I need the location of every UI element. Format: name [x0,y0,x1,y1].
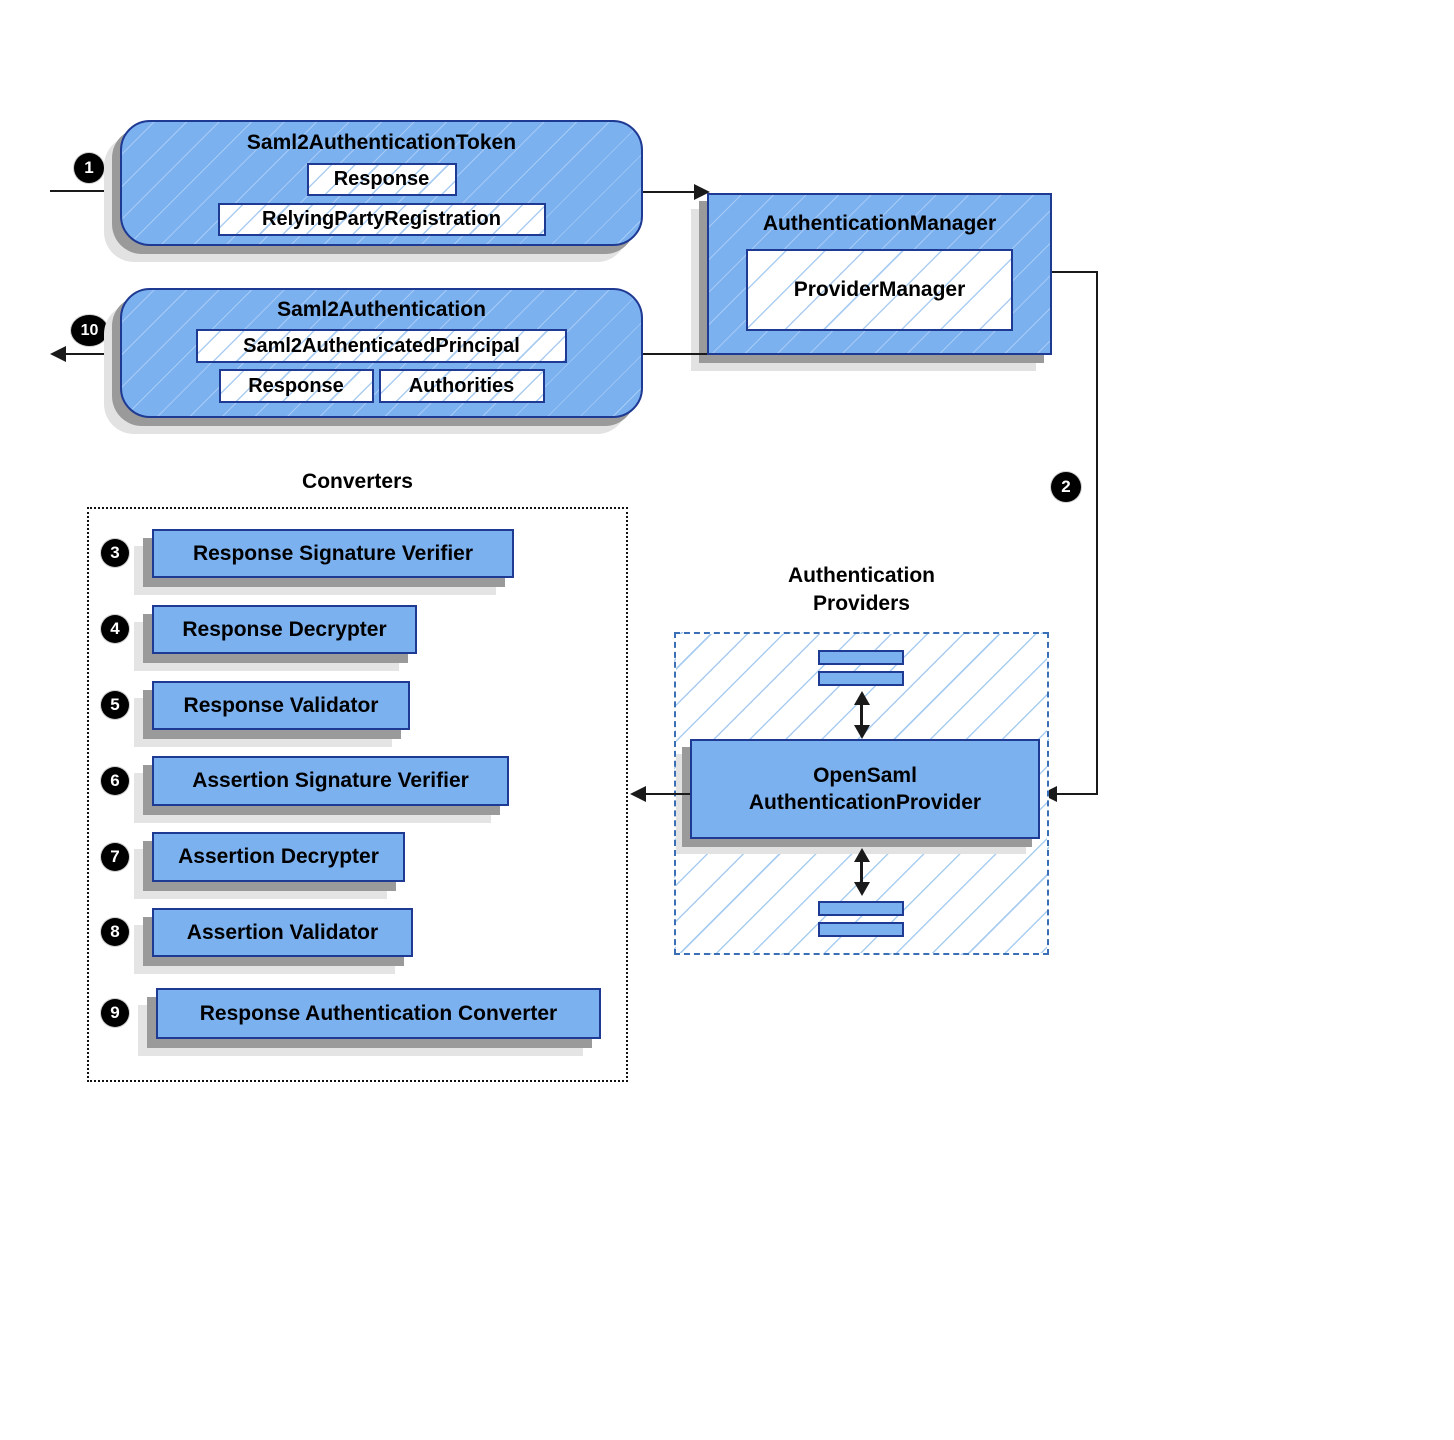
step2-badge: 2 [1051,472,1081,502]
step10-badge: 10 [71,315,108,346]
saml2-authentication-field-row [219,369,545,403]
provider-manager-field: ProviderManager [746,249,1013,331]
token-response-field: Response [307,163,457,196]
manager-to-saml2-authentication-line [643,353,707,355]
provider-placeholder-bar-top-2 [818,671,904,686]
assertion-decrypter-box: Assertion Decrypter [152,832,405,882]
response-signature-verifier-box: Response Signature Verifier [152,529,514,578]
step2-path-top-segment [1052,271,1098,273]
step1-incoming-line [50,190,120,192]
authentication-providers-title-line2: Providers [813,592,910,615]
opensaml-provider-line2: AuthenticationProvider [748,791,982,814]
response-authentication-converter-box: Response Authentication Converter [156,988,601,1039]
token-relying-party-registration-field: RelyingPartyRegistration [218,203,546,236]
provider-placeholder-bar-top-1 [818,650,904,665]
assertion-signature-verifier-box: Assertion Signature Verifier [152,756,509,806]
step2-path-vertical-segment [1096,271,1098,795]
step3-badge: 3 [101,539,129,567]
saml2-authentication-authorities-field: Authorities [379,369,545,403]
token-to-manager-line [643,191,695,193]
step10-outgoing-line [58,353,120,355]
step4-badge: 4 [101,615,129,643]
provider-to-converters-arrowhead-icon [630,786,646,802]
provider-placeholder-bar-bottom-2 [818,922,904,937]
response-validator-box: Response Validator [152,681,410,730]
step10-arrowhead-icon [50,346,66,362]
opensaml-authentication-provider-box [690,739,1040,839]
step9-badge: 9 [101,999,129,1027]
saml2-authentication-response-field: Response [219,369,374,403]
step5-badge: 5 [101,691,129,719]
step7-badge: 7 [101,843,129,871]
saml2-authentication-token-box [120,120,643,246]
step8-badge: 8 [101,918,129,946]
provider-to-converters-line [645,793,690,795]
saml2-authentication-title: Saml2Authentication [277,298,486,321]
bottom-double-arrow-down-icon [854,882,870,896]
authentication-manager-title: AuthenticationManager [762,212,997,235]
step1-badge: 1 [74,153,104,183]
authentication-manager-box [707,193,1052,355]
top-double-arrow-down-icon [854,725,870,739]
saml2-authentication-token-title: Saml2AuthenticationToken [246,131,517,154]
step6-badge: 6 [101,767,129,795]
converters-title: Converters [302,470,413,493]
response-decrypter-box: Response Decrypter [152,605,417,654]
opensaml-provider-line1: OpenSaml [813,764,917,787]
saml2-authentication-box [120,288,643,418]
provider-placeholder-bar-bottom-1 [818,901,904,916]
authentication-providers-title-line1: Authentication [788,564,935,587]
assertion-validator-box: Assertion Validator [152,908,413,957]
authentication-providers-title [674,562,1049,618]
saml2-authenticated-principal-field: Saml2AuthenticatedPrincipal [196,329,567,363]
step2-path-bottom-segment [1053,793,1098,795]
